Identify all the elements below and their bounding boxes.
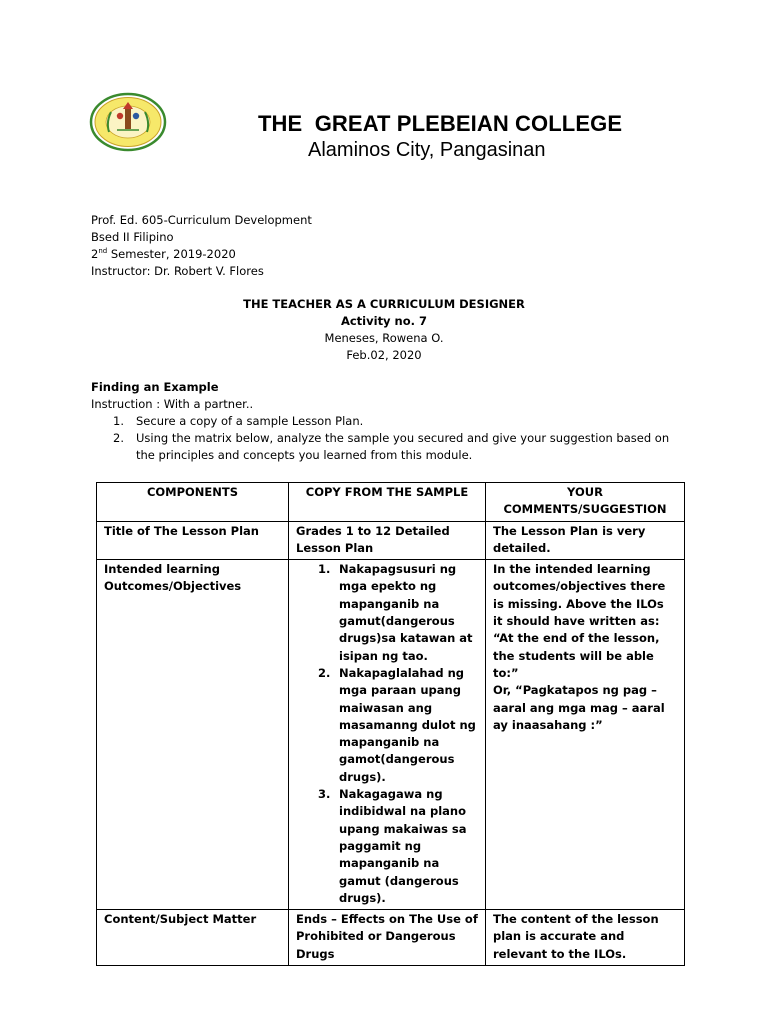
semester-number: 2	[91, 247, 99, 261]
comment-line: Or, “Pagkatapos ng pag – aaral ang mga mag – aaral ay inaasahang :”	[493, 683, 665, 732]
item-text: Nakagagawa ng indibidwal na plano upang makaiwas sa paggamit ng mapanganib na gamut (dangerous drugs).	[339, 787, 467, 905]
section-heading: Finding an Example	[91, 380, 219, 394]
instruction-steps	[91, 413, 691, 464]
item-text: Nakapaglalahad ng mga paraan upang maiwasan ang masamanng dulot ng mapanganib na gamot(dangerous drugs).	[339, 665, 476, 784]
activity-header	[0, 296, 768, 364]
column-header-components: COMPONENTS	[97, 483, 289, 522]
finding-section	[91, 379, 691, 464]
sample-cell: Grades 1 to 12 Detailed Lesson Plan	[289, 521, 486, 560]
component-cell: Content/Subject Matter	[97, 910, 289, 966]
comment-line: “At the end of the lesson, the students will be able to:”	[493, 631, 660, 680]
column-header-sample: COPY FROM THE SAMPLE	[289, 483, 486, 522]
sample-cell	[289, 560, 486, 910]
list-item	[296, 786, 478, 907]
component-cell: Title of The Lesson Plan	[97, 521, 289, 560]
item-text: Nakapagsusuri ng mga epekto ng mapanganib na gamut(dangerous drugs)sa katawan at isipan ng tao.	[339, 562, 473, 663]
table-row	[97, 560, 685, 910]
step-number: 1.	[113, 414, 124, 428]
list-item	[296, 561, 478, 665]
item-number: 3.	[318, 787, 331, 802]
semester-suffix: nd	[98, 247, 108, 255]
instruction-text: Instruction : With a partner..	[91, 397, 254, 411]
activity-title: THE TEACHER AS A CURRICULUM DESIGNER	[243, 297, 525, 311]
college-seal-logo	[89, 92, 167, 152]
comment-cell	[486, 560, 685, 910]
step-item	[91, 413, 691, 430]
course-info	[91, 212, 312, 280]
college-location: Alaminos City, Pangasinan	[308, 139, 546, 161]
item-number: 2.	[318, 665, 331, 680]
step-number: 2.	[113, 431, 124, 445]
semester-text: Semester, 2019-2020	[107, 247, 236, 261]
course-title: Prof. Ed. 605-Curriculum Development	[91, 213, 312, 227]
table-row	[97, 910, 685, 966]
objectives-list	[296, 561, 478, 907]
instructor-name: Instructor: Dr. Robert V. Flores	[91, 264, 264, 278]
college-name: THE GREAT PLEBEIAN COLLEGE	[258, 111, 623, 136]
comment-line: In the intended learning outcomes/objectives there is missing. Above the ILOs it should have written as:	[493, 562, 666, 629]
analysis-matrix-table	[96, 482, 685, 966]
list-item	[296, 665, 478, 786]
program-name: Bsed II Filipino	[91, 230, 174, 244]
activity-number: Activity no. 7	[340, 314, 428, 328]
table-row	[97, 521, 685, 560]
semester-line	[91, 246, 312, 263]
activity-date: Feb.02, 2020	[346, 348, 422, 362]
component-cell: Intended learning Outcomes/Objectives	[97, 560, 289, 910]
comment-cell: The Lesson Plan is very detailed.	[486, 521, 685, 560]
step-text: Using the matrix below, analyze the sample you secured and give your suggestion based on the principles and concepts you learned from this module.	[136, 431, 670, 462]
table-header-row	[97, 483, 685, 522]
column-header-comments: YOUR COMMENTS/SUGGESTION	[486, 483, 685, 522]
step-item	[91, 430, 691, 464]
student-name: Meneses, Rowena O.	[324, 331, 444, 345]
sample-cell: Ends – Effects on The Use of Prohibited or Dangerous Drugs	[289, 910, 486, 966]
step-text: Secure a copy of a sample Lesson Plan.	[136, 414, 364, 428]
comment-cell: The content of the lesson plan is accurate and relevant to the ILOs.	[486, 910, 685, 966]
item-number: 1.	[318, 562, 331, 577]
